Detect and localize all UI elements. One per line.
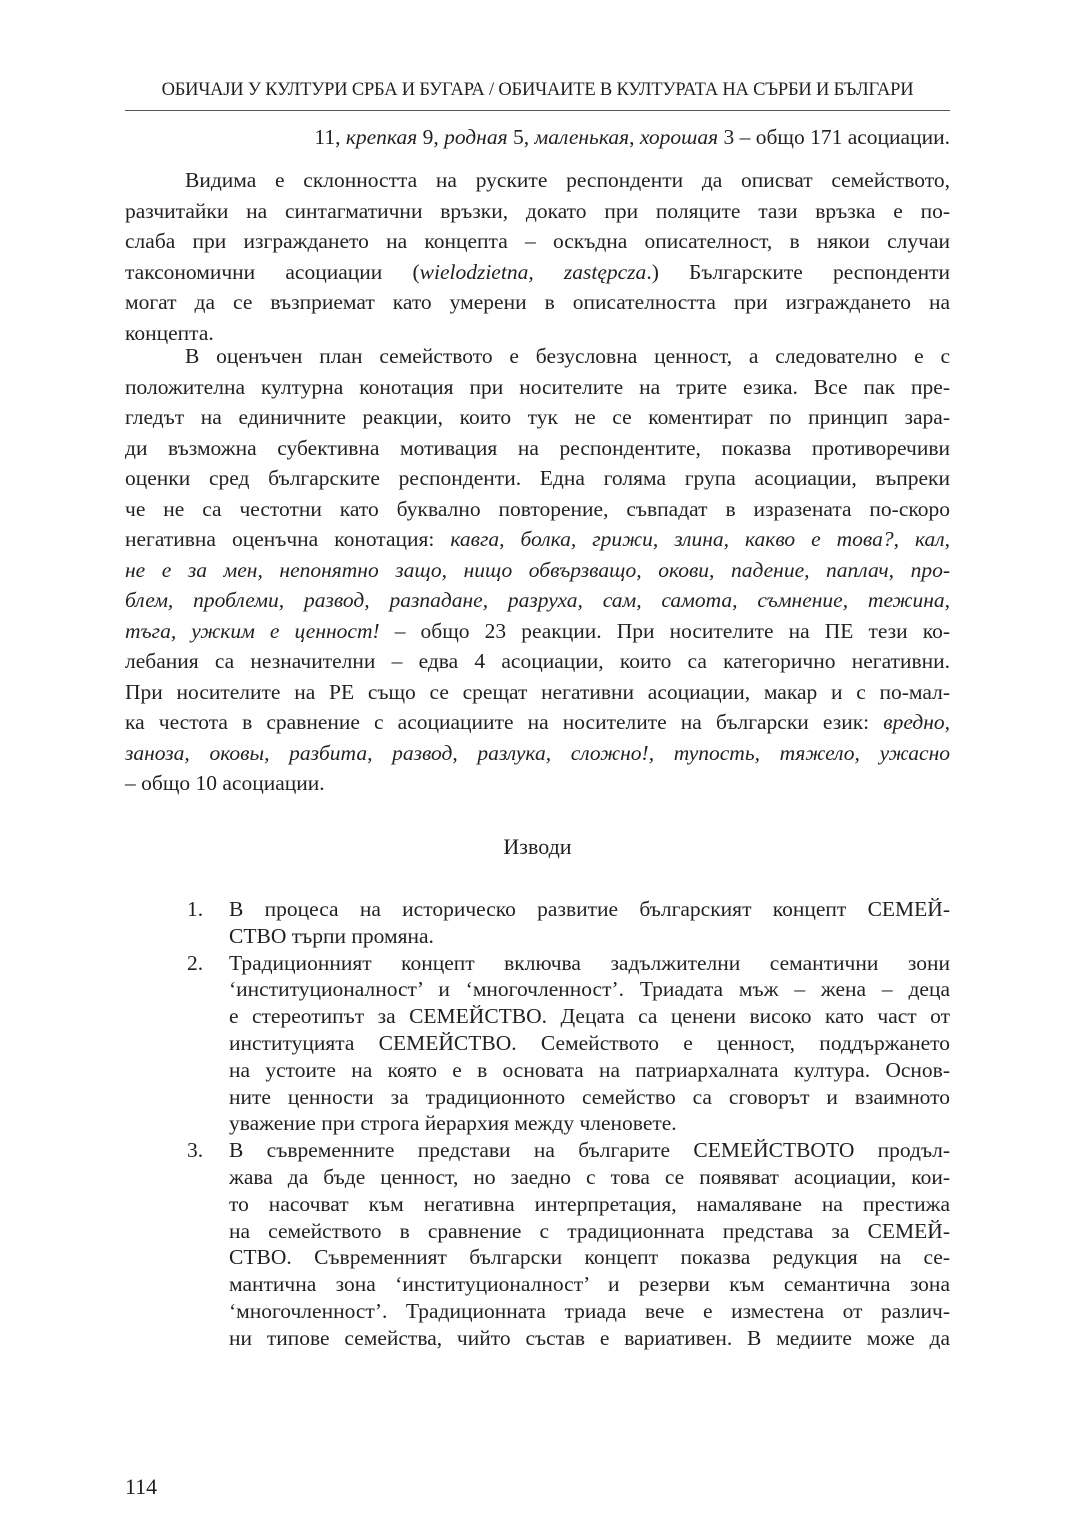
text-line: то насочват към негативна интерпретация, намаляване на престижа: [229, 1191, 950, 1216]
conclusion-item: [125, 896, 950, 950]
text: концепта.: [125, 320, 214, 345]
text-line: [125, 677, 950, 708]
text-line: [125, 524, 950, 555]
text: оценки сред българските респонденти. Една голяма група асоциации, въпреки: [125, 466, 950, 490]
text: разчитайки на синтагматични връзки, докато при поляците тази връзка е по-: [125, 198, 950, 223]
text-line: [125, 707, 950, 738]
header-rule: [125, 110, 950, 111]
text-line: [125, 341, 950, 372]
text-line: [125, 165, 950, 196]
item-number: 3.: [187, 1138, 204, 1163]
text: – общо 10 асоциации.: [125, 771, 325, 795]
text-line: ‘многочленност’. Традиционната триада вече е изместена от различ-: [229, 1298, 950, 1323]
paragraph-russian-respondents: [125, 165, 950, 348]
text-line: [125, 196, 950, 227]
italic-text: кавга, болка, грижи, злина, какво е това?, кал,: [450, 527, 951, 551]
text-line: [125, 463, 950, 494]
text-line: [125, 122, 950, 153]
paragraph-continuation: [125, 122, 950, 153]
italic-text: заноза, оковы, разбита, развод, разлука, сложно!, тупость, тяжело, ужасно: [125, 740, 950, 765]
text: гледът на единичните реакции, които тук не се коментират по принцип зара-: [125, 405, 950, 429]
text-line: уважение при строга йерархия между членовете.: [229, 1111, 677, 1136]
text: ди възможна субективна мотивация на респондентите, показва противоречиви: [125, 435, 950, 460]
page-number: 114: [125, 1474, 158, 1499]
text-line: [125, 585, 950, 616]
text-line: В процеса на историческо развитие българският концепт СЕМЕЙ-: [229, 897, 950, 921]
text: ,: [629, 125, 640, 149]
italic-text: wielodzietna, zastępcza: [419, 259, 647, 284]
text: 3 – общо 171 асоциации.: [718, 125, 950, 149]
text-line: ни типове семейства, чийто състав е вариативен. В медиите може да: [229, 1325, 950, 1350]
text-line: институцията СЕМЕЙСТВО. Семейството е ценност, поддържането: [229, 1030, 950, 1055]
text: лебания са незначителни – едва 4 асоциации, които са категорично негативни.: [125, 649, 950, 673]
section-heading: Изводи: [503, 834, 572, 859]
text-line: СТВО търпи промяна.: [229, 923, 434, 948]
text-line: [125, 433, 950, 464]
text-line: [125, 738, 950, 769]
running-header: ОБИЧАЈИ У КУЛТУРИ СРБА И БУГАРА / ОБИЧАИТЕ В КУЛТУРАТА НА СЪРБИ И БЪЛГАРИ: [161, 80, 914, 100]
conclusions-list: [125, 896, 950, 1352]
text-line: е стереотипът за СЕМЕЙСТВО. Децата са ценени високо като част от: [229, 1004, 950, 1029]
text-line: мантична зона ‘институционалност’ и резерви към семантична зона: [229, 1272, 950, 1297]
item-number: 2.: [187, 950, 204, 975]
italic-text: тъга, ужким е ценност!: [125, 618, 380, 643]
italic-text: крепкая: [345, 125, 418, 149]
text: 11,: [314, 125, 346, 149]
conclusion-item: [125, 950, 950, 1138]
text-line: [125, 226, 950, 257]
text-line: жава да бъде ценност, но заедно с това се появяват асоциации, кои-: [229, 1164, 950, 1189]
text-line: ните ценности за традиционното семейство са сговорът и взаимното: [229, 1084, 950, 1109]
italic-text: хорошая: [639, 125, 719, 149]
text: таксономични асоциации (: [125, 259, 420, 284]
item-number: 1.: [187, 897, 204, 921]
text: При носителите на РЕ също се срещат негативни асоциации, макар и с по-мал-: [125, 679, 950, 704]
text: ка честота в сравнение с асоциациите на носителите на български език:: [125, 710, 884, 734]
text-line: на устоите на която е в основата на патриархалната култура. Основ-: [229, 1057, 950, 1082]
text: – общо 23 реакции. При носителите на ПЕ тези ко-: [379, 618, 950, 643]
text-line: ‘институционалност’ и ‘многочленност’. Триадата мъж – жена – деца: [229, 977, 950, 1002]
italic-text: родная: [444, 125, 508, 149]
text-line: [125, 257, 950, 288]
text: могат да се възприемат като умерени в описателността при изграждането на: [125, 290, 950, 314]
text-line: [125, 287, 950, 318]
text: положителна културна конотация при носителите на трите езика. Все пак пре-: [125, 374, 950, 399]
paragraph-evaluation: [125, 341, 950, 799]
text-line: [125, 555, 950, 586]
text-line: на семейството в сравнение с традиционната представа за СЕМЕЙ-: [229, 1218, 950, 1243]
text: Видима е склонността на руските респонденти да описват семейството,: [185, 168, 950, 192]
text-line: [125, 768, 950, 799]
text-line: [125, 494, 950, 525]
text: .) Българските респонденти: [646, 259, 950, 284]
italic-text: вредно,: [883, 710, 950, 734]
text-line: [125, 646, 950, 677]
italic-text: блем, проблеми, развод, разпадане, разруха, сам, самота, съмнение, тежина,: [125, 588, 950, 612]
text: 5,: [507, 125, 535, 149]
text-line: СТВО. Съвременният български концепт показва редукция на се-: [229, 1245, 950, 1270]
conclusion-item: [125, 1137, 950, 1351]
text-line: [125, 402, 950, 433]
italic-text: маленькая: [534, 125, 630, 149]
text: В оценъчен план семейството е безусловна ценност, а следователно е с: [185, 344, 950, 368]
text-line: [125, 616, 950, 647]
text: 9,: [417, 125, 445, 149]
text-line: [125, 372, 950, 403]
text-line: Традиционният концепт включва задължителни семантични зони: [229, 950, 950, 975]
text: слаба при изграждането на концепта – оскъдна описателност, в някои случаи: [125, 229, 950, 253]
text: негативна оценъчна конотация:: [125, 527, 451, 551]
italic-text: не е за мен, непонятно защо, нищо обвързващо, окови, падение, паплач, про-: [125, 557, 950, 582]
text: че не са честотни като буквално повторение, съвпадат в изразената по-скоро: [125, 496, 950, 521]
text-line: В съвременните представи на българите СЕМЕЙСТВОТО продъл-: [229, 1138, 950, 1163]
